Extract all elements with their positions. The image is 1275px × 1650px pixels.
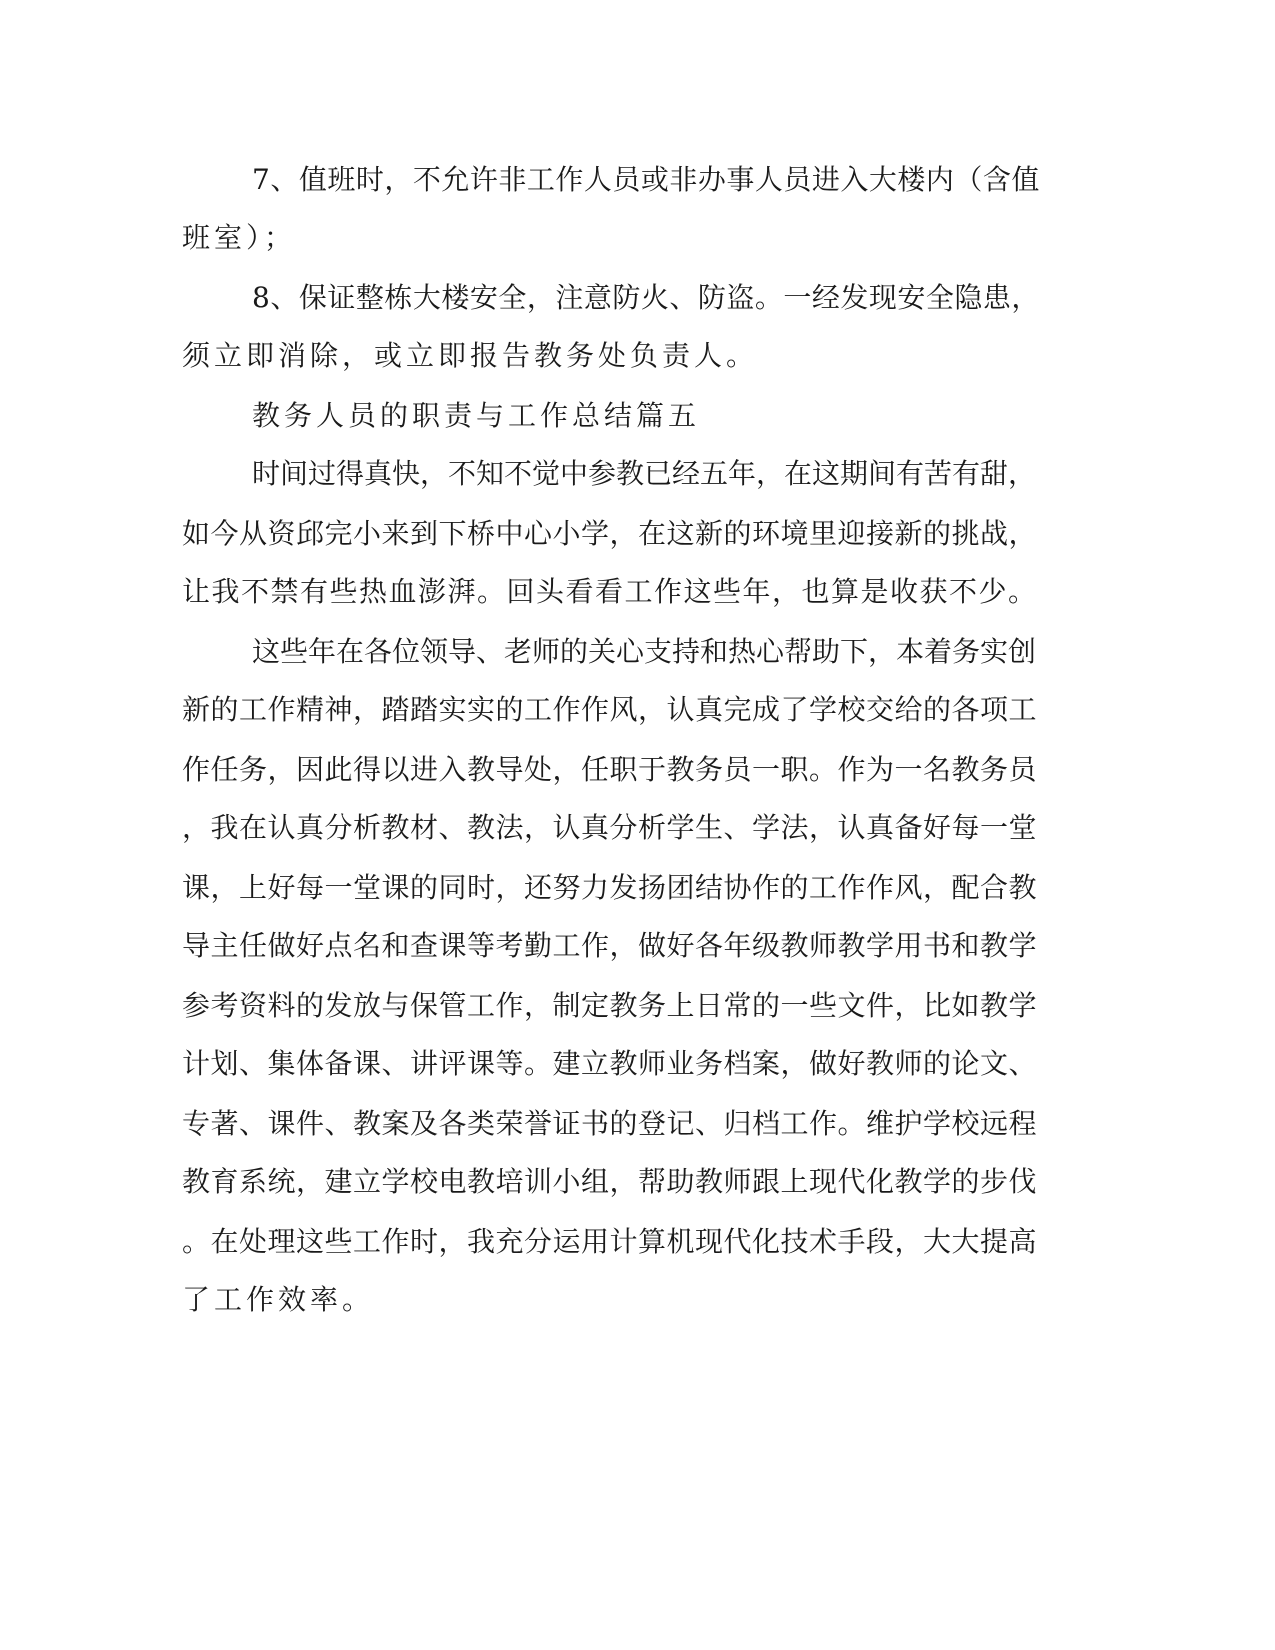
text-line: 参考资料的发放与保管工作，制定教务上日常的一些文件，比如教学 bbox=[182, 989, 1038, 1022]
text-line: 须立即消除，或立即报告教务处负责人。 bbox=[182, 339, 759, 372]
text-line: 如今从资邱完小来到下桥中心小学，在这新的环境里迎接新的挑战， bbox=[182, 517, 1038, 550]
text-line: 。在处理这些工作时，我充分运用计算机现代化技术手段，大大提高 bbox=[182, 1225, 1038, 1258]
section-heading: 教务人员的职责与工作总结篇五 bbox=[252, 399, 701, 432]
text-line: 作任务，因此得以进入教导处，任职于教务员一职。作为一名教务员 bbox=[182, 753, 1038, 786]
text-line: 7、值班时，不允许非工作人员或非办事人员进入大楼内（含值 bbox=[252, 163, 1040, 196]
text-line: 课，上好每一堂课的同时，还努力发扬团结协作的工作作风，配合教 bbox=[182, 871, 1038, 904]
text-line: 这些年在各位领导、老师的关心支持和热心帮助下，本着务实创 bbox=[252, 635, 1037, 668]
text-line: 计划、集体备课、讲评课等。建立教师业务档案，做好教师的论文、 bbox=[182, 1047, 1038, 1080]
text-line: 时间过得真快，不知不觉中参教已经五年，在这期间有苦有甜， bbox=[252, 457, 1037, 490]
text-line: ，我在认真分析教材、教法，认真分析学生、学法，认真备好每一堂 bbox=[182, 811, 1038, 844]
text-line: 让我不禁有些热血澎湃。回头看看工作这些年，也算是收获不少。 bbox=[182, 575, 1038, 608]
text-line: 专著、课件、教案及各类荣誉证书的登记、归档工作。维护学校远程 bbox=[182, 1107, 1038, 1140]
text-line: 了工作效率。 bbox=[182, 1283, 375, 1316]
text-line: 8、保证整栋大楼安全，注意防火、防盗。一经发现安全隐患， bbox=[252, 281, 1040, 314]
text-line: 班室）； bbox=[182, 221, 297, 254]
text-line: 导主任做好点名和查课等考勤工作，做好各年级教师教学用书和教学 bbox=[182, 929, 1038, 962]
text-line: 教育系统，建立学校电教培训小组，帮助教师跟上现代化教学的步伐 bbox=[182, 1165, 1038, 1198]
text-line: 新的工作精神，踏踏实实的工作作风，认真完成了学校交给的各项工 bbox=[182, 693, 1038, 726]
